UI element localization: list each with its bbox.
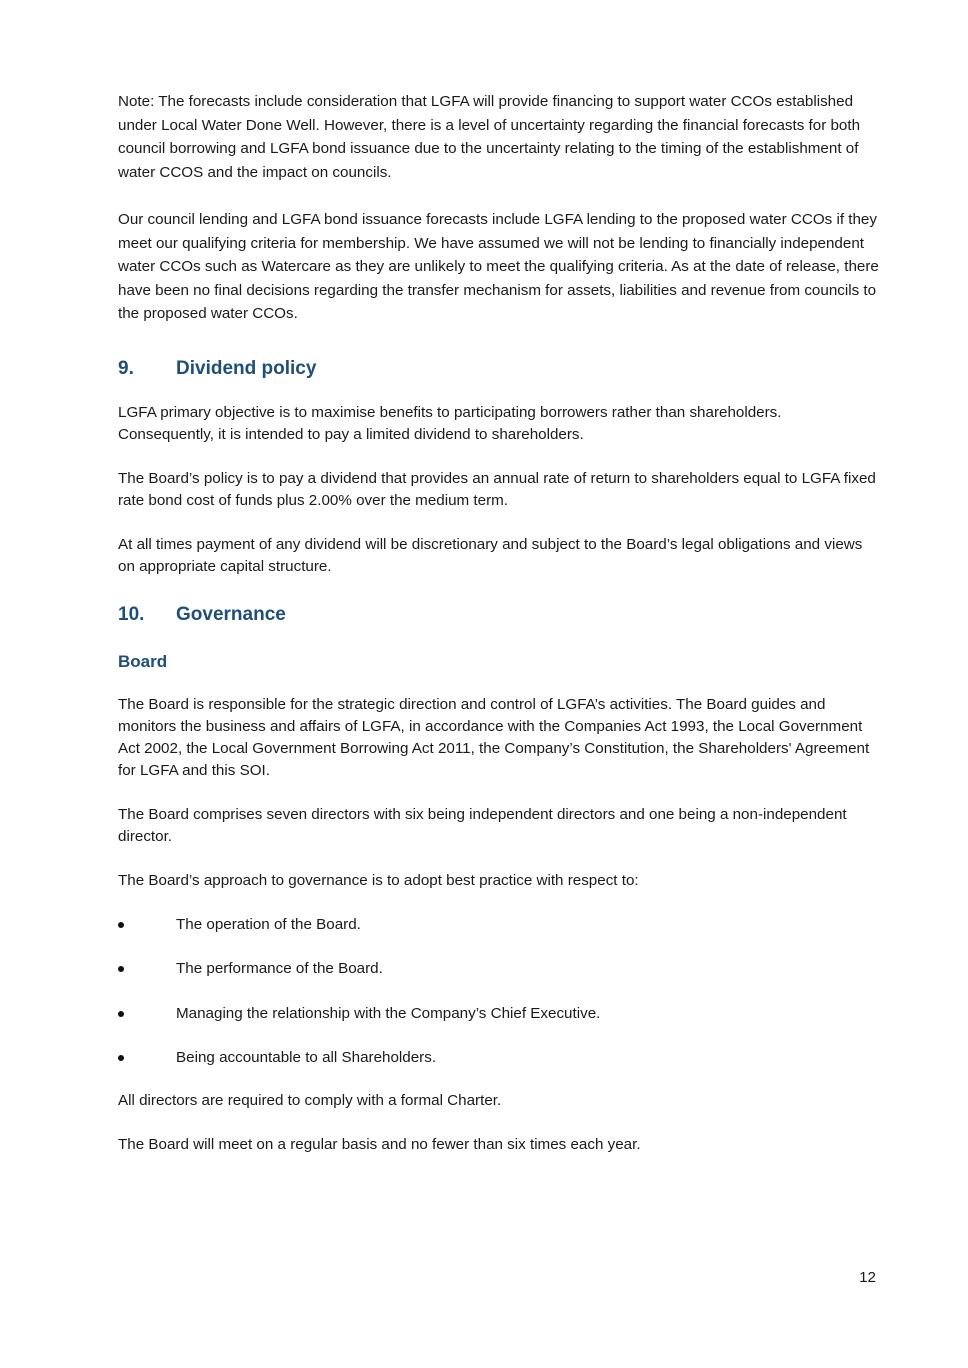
list-item-text: Managing the relationship with the Company’s Chief Executive. [176, 1004, 601, 1022]
section-10-title: Governance [176, 603, 286, 625]
bullet-icon [118, 914, 176, 936]
list-item [118, 914, 880, 936]
charter-paragraph: All directors are required to comply with a formal Charter. [118, 1092, 502, 1109]
section-10-heading [118, 602, 880, 628]
board-paragraph-1: The Board is responsible for the strategic direction and control of LGFA’s activities. The Board guides and monitors the business and affairs of LGFA, in accordance with the Companies Act 1993, the Local Government Act 2002, the Local Government Borrowing Act 2011, the Company’s Constitution, the Shareholders' Agreement for LGFA and this SOI. [118, 695, 870, 779]
bullet-icon [118, 1047, 176, 1069]
bullet-icon [118, 1003, 176, 1025]
section-9-number: 9. [118, 357, 134, 379]
lending-paragraph: Our council lending and LGFA bond issuance forecasts include LGFA lending to the proposed water CCOs if they meet our qualifying criteria for membership. We have assumed we will not be lending to financially independent water CCOs such as Watercare as they are unlikely to meet the qualifying criteria. As at the date of release, there have been no final decisions regarding the transfer mechanism for assets, liabilities and revenue from councils to the proposed water CCOs. [118, 211, 879, 322]
list-item [118, 958, 880, 980]
board-paragraph-3: The Board’s approach to governance is to adopt best practice with respect to: [118, 871, 639, 889]
note-paragraph: Note: The forecasts include consideration that LGFA will provide financing to support water CCOs established under Local Water Done Well. However, there is a level of uncertainty regarding the financial forecasts for both council borrowing and LGFA bond issuance due to the uncertainty relating to the timing of the establishment of water CCOS and the impact on councils. [118, 93, 861, 181]
list-item-text: The operation of the Board. [176, 915, 361, 933]
board-paragraph-2: The Board comprises seven directors with six being independent directors and one being a non-independent director. [118, 805, 847, 845]
list-item [118, 1003, 880, 1025]
dividend-paragraph-3: At all times payment of any dividend will be discretionary and subject to the Board’s legal obligations and views on appropriate capital structure. [118, 535, 863, 575]
bullet-icon [118, 958, 176, 980]
dividend-paragraph-1: LGFA primary objective is to maximise benefits to participating borrowers rather than shareholders. Consequently, it is intended to pay a limited dividend to shareholders. [118, 403, 782, 443]
section-9-heading [118, 356, 880, 382]
board-subheading: Board [118, 651, 168, 671]
section-10-number: 10. [118, 603, 145, 625]
list-item [118, 1047, 880, 1069]
section-9-title: Dividend policy [176, 357, 317, 379]
list-item-text: The performance of the Board. [176, 960, 383, 977]
dividend-paragraph-2: The Board’s policy is to pay a dividend that provides an annual rate of return to shareholders equal to LGFA fixed rate bond cost of funds plus 2.00% over the medium term. [118, 469, 876, 509]
document-page [118, 90, 880, 1178]
list-item-text: Being accountable to all Shareholders. [176, 1049, 437, 1066]
page-number: 12 [859, 1269, 876, 1286]
governance-bullet-list [118, 914, 880, 1070]
meetings-paragraph: The Board will meet on a regular basis and no fewer than six times each year. [118, 1136, 641, 1153]
